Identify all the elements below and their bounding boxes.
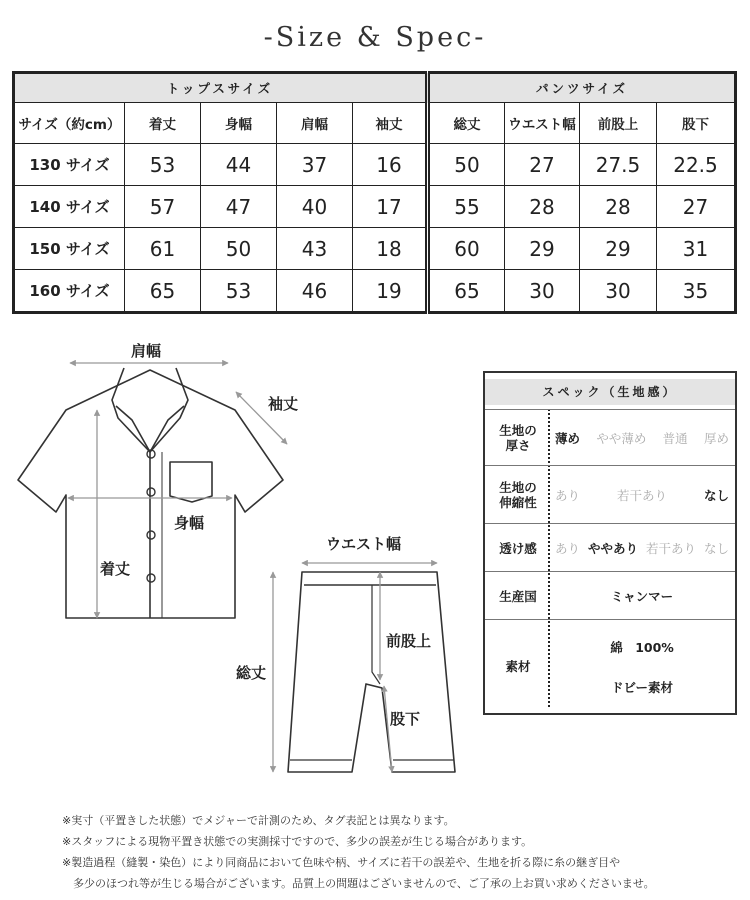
size-label: 150 サイズ: [14, 228, 125, 270]
spec-label: 生地の 厚さ: [499, 423, 537, 453]
size-label: 160 サイズ: [14, 270, 125, 313]
size-label: 130 サイズ: [14, 144, 125, 186]
note-line: ※製造過程（縫製・染色）により同商品において色味や柄、サイズに若干の誤差や、生地を折る際に糸の継ぎ目や: [62, 856, 621, 869]
col-size: サイズ（約cm）: [14, 103, 125, 144]
shoulder-label: 肩幅: [131, 342, 162, 360]
table-cell: 50: [201, 228, 277, 270]
table-cell: 30: [580, 270, 657, 313]
option: 若干あり: [645, 541, 696, 556]
table-cell: 16: [353, 144, 428, 186]
length-label: 着丈: [100, 560, 131, 578]
option: なし: [703, 541, 729, 556]
option: 若干あり: [616, 488, 667, 503]
spec-label: 生産国: [499, 588, 537, 604]
shirt-diagram: [18, 368, 283, 618]
table-cell: 40: [277, 186, 353, 228]
front-rise-label: 前股上: [386, 632, 432, 650]
option-selected: ややあり: [587, 541, 638, 556]
table-cell: 44: [201, 144, 277, 186]
pants-diagram: [288, 572, 455, 772]
pants-size-header: パンツサイズ: [428, 73, 736, 103]
table-cell: 19: [353, 270, 428, 313]
table-cell: 27: [657, 186, 736, 228]
table-cell: 27: [505, 144, 580, 186]
table-cell: 30: [505, 270, 580, 313]
col-front-rise: 前股上: [580, 103, 657, 144]
page-title: -Size & Spec-: [263, 22, 487, 53]
table-cell: 65: [125, 270, 201, 313]
col-length: 着丈: [125, 103, 201, 144]
table-cell: 22.5: [657, 144, 736, 186]
table-cell: 65: [428, 270, 505, 313]
table-cell: 53: [125, 144, 201, 186]
table-cell: 29: [580, 228, 657, 270]
option: あり: [555, 488, 581, 503]
table-cell: 28: [580, 186, 657, 228]
table-cell: 60: [428, 228, 505, 270]
option: あり: [555, 541, 581, 556]
table-cell: 53: [201, 270, 277, 313]
waist-label: ウエスト幅: [326, 535, 402, 553]
table-cell: 57: [125, 186, 201, 228]
table-cell: 27.5: [580, 144, 657, 186]
col-sleeve: 袖丈: [353, 103, 428, 144]
spec-row-stretch: [485, 465, 735, 524]
option: やや薄め: [596, 431, 647, 446]
spec-row-sheer: [485, 523, 735, 572]
table-cell: 28: [505, 186, 580, 228]
option: 厚め: [703, 431, 729, 446]
col-waist: ウエスト幅: [505, 103, 580, 144]
spec-table: [483, 371, 737, 715]
table-cell: 31: [657, 228, 736, 270]
table-cell: 37: [277, 144, 353, 186]
table-cell: 61: [125, 228, 201, 270]
table-cell: 46: [277, 270, 353, 313]
option-selected: なし: [703, 488, 729, 503]
table-cell: 17: [353, 186, 428, 228]
col-total-length: 総丈: [428, 103, 505, 144]
sleeve-label: 袖丈: [268, 395, 299, 413]
spec-label: 透け感: [499, 540, 537, 556]
note-line: ※実寸（平置きした状態）でメジャーで計測のため、タグ表記とは異なります。: [62, 814, 455, 827]
spec-label: 生地の 伸縮性: [499, 480, 537, 510]
table-cell: 29: [505, 228, 580, 270]
table-cell: 35: [657, 270, 736, 313]
spec-row-thickness: [485, 409, 735, 466]
spec-row-origin: [485, 571, 735, 620]
note-line: 多少のほつれ等が生じる場合がございます。品質上の問題はございませんので、ご了承の上お買い求めくださいませ。: [62, 877, 655, 890]
spec-row-material: [485, 619, 735, 713]
option-selected: 薄め: [555, 431, 581, 446]
spec-title: スペック（生地感）: [485, 379, 735, 405]
col-shoulder: 肩幅: [277, 103, 353, 144]
note-line: ※スタッフによる現物平置き状態での実測採寸ですので、多少の誤差が生じる場合があります。: [62, 835, 533, 848]
spec-value: ミャンマー: [610, 589, 674, 604]
inseam-arrow: [384, 686, 392, 772]
chest-label: 身幅: [174, 514, 205, 532]
table-cell: 50: [428, 144, 505, 186]
tops-size-header: トップスサイズ: [14, 73, 428, 103]
spec-options: [555, 410, 729, 466]
table-cell: 47: [201, 186, 277, 228]
pants-measure-arrows: [273, 563, 437, 772]
spec-value: 綿 100% ドビー素材: [610, 639, 674, 695]
table-cell: 43: [277, 228, 353, 270]
table-cell: 18: [353, 228, 428, 270]
spec-label: 素材: [505, 659, 531, 674]
inseam-label: 股下: [390, 710, 421, 728]
table-cell: 55: [428, 186, 505, 228]
col-inseam: 股下: [657, 103, 736, 144]
spec-options: [555, 524, 729, 572]
shirt-measure-arrows: [68, 363, 287, 618]
spec-options: [555, 466, 729, 524]
size-label: 140 サイズ: [14, 186, 125, 228]
option: 普通: [662, 431, 688, 446]
total-length-label: 総丈: [236, 664, 267, 682]
col-chest: 身幅: [201, 103, 277, 144]
notes: [62, 810, 655, 894]
